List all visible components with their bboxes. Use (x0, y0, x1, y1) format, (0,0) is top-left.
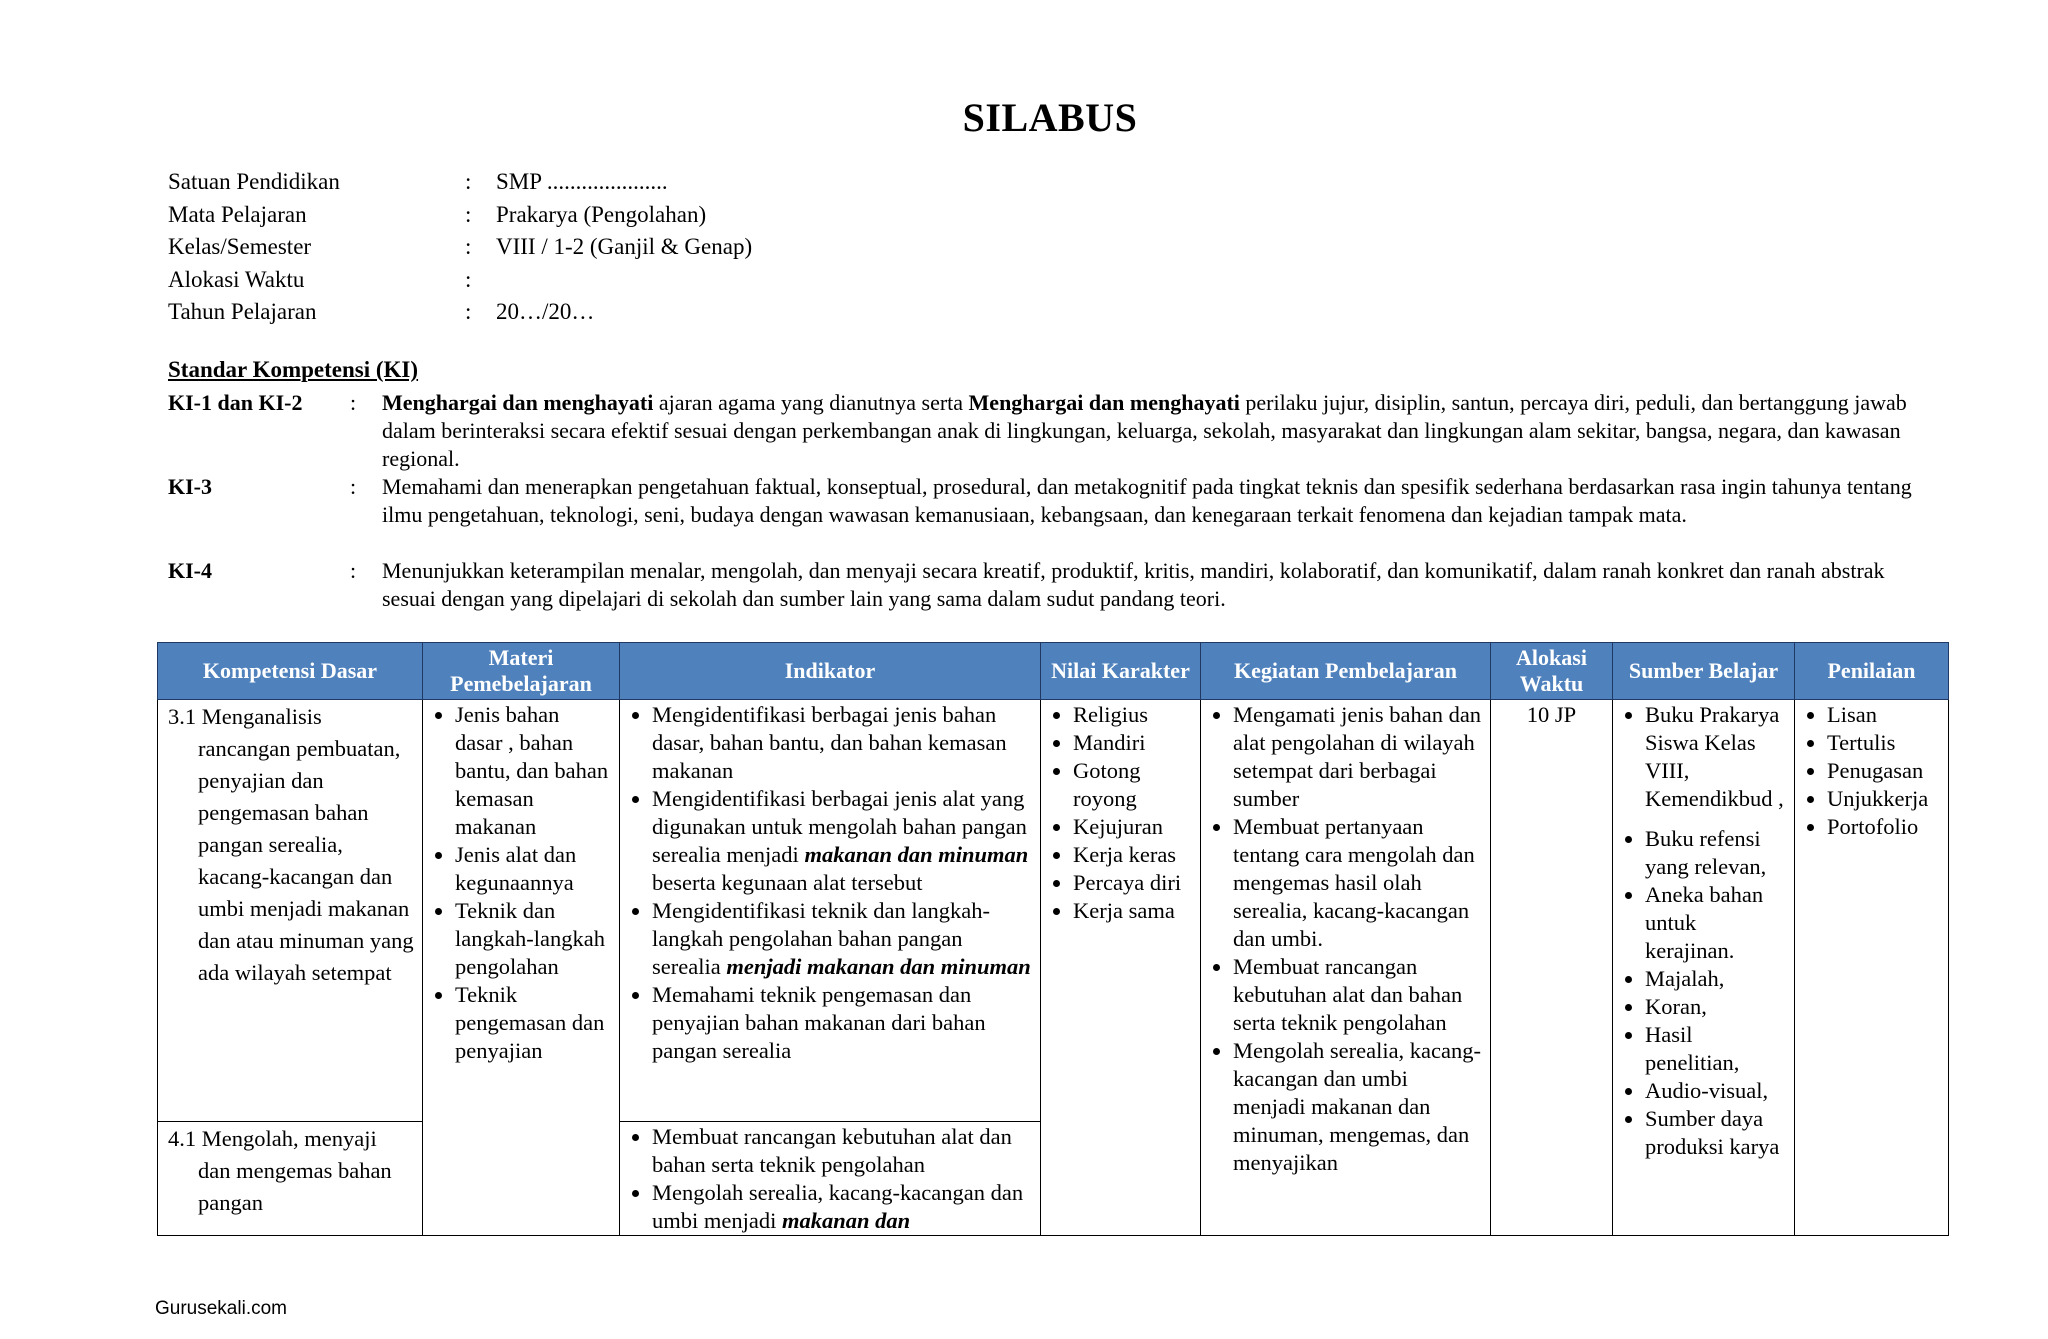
header-nilai-karakter: Nilai Karakter (1041, 643, 1201, 700)
list-item: • Gotong royong (1073, 757, 1192, 813)
meta-colon: : (465, 201, 472, 227)
nilai-cell (1041, 700, 1201, 1236)
list-item: • Portofolio (1827, 813, 1940, 841)
sumber-cell (1613, 700, 1795, 1236)
meta-label: Mata Pelajaran (168, 201, 307, 227)
list-item (652, 1123, 1032, 1179)
header-kompetensi-dasar: Kompetensi Dasar (158, 643, 423, 700)
meta-value: 20…/20… (496, 299, 595, 324)
list-item (652, 981, 1032, 1065)
penilaian-cell (1795, 700, 1949, 1236)
meta-label: Tahun Pelajaran (168, 299, 317, 324)
list-item (652, 897, 1032, 981)
list-item (652, 1179, 1032, 1235)
list-item: • Buku Prakarya Siswa Kelas VIII, Kemendikbud , (1645, 701, 1786, 813)
list-item: • Kejujuran (1073, 813, 1192, 841)
list-item: • Unjukkerja (1827, 785, 1940, 813)
materi-list (431, 701, 611, 1065)
ki-text (382, 389, 1922, 473)
list-item: • Percaya diri (1073, 869, 1192, 897)
indikator-text: Mengolah serealia, kacang-kacangan dan umbi menjadi (652, 1180, 1024, 1233)
list-item: • Aneka bahan untuk kerajinan. (1645, 881, 1786, 965)
kd-cell-3-1: 3.1 Menganalisis rancangan pembuatan, penyajian dan pengemasan bahan pangan serealia, kacang-kacangan dan umbi menjadi makanan dan atau minuman yang ada wilayah setempat (158, 700, 423, 1122)
document-title: SILABUS (962, 95, 1138, 140)
ki-label: KI-1 dan KI-2 (168, 390, 303, 415)
list-item: • Kerja sama (1073, 897, 1192, 925)
list-item: • Mengolah serealia, kacang-kacangan dan umbi menjadi makanan dan minuman, mengemas, dan menyajikan (1233, 1037, 1482, 1177)
list-item: • Mandiri (1073, 729, 1192, 757)
nilai-list (1049, 701, 1192, 925)
indikator-list (628, 701, 1032, 1065)
meta-value: SMP ..................... (496, 169, 668, 194)
kegiatan-cell (1201, 700, 1491, 1236)
list-item: • Majalah, (1645, 965, 1786, 993)
indikator-text: Mengidentifikasi berbagai jenis bahan dasar, bahan bantu, dan bahan kemasan makanan (652, 702, 1007, 783)
indikator-text: beserta kegunaan alat tersebut (652, 870, 923, 895)
list-item: • Jenis alat dan kegunaannya (455, 841, 611, 897)
footer-source: Gurusekali.com (155, 1298, 287, 1319)
header-sumber: Sumber Belajar (1613, 643, 1795, 700)
ki-text-part: perilaku jujur, disiplin, santun, percaya diri, peduli, dan bertanggung jawab dalam berinteraksi secara efektif sesuai dengan perkembangan anak di lingkungan, keluarga, sekolah, masyarakat dan lingkungan alam sekitar, bangsa, negara, dan kawasan regional. (382, 390, 1907, 471)
indikator-text: Mengidentifikasi teknik dan langkah-langkah pengolahan bahan pangan serealia (652, 898, 991, 979)
list-item: • Kerja keras (1073, 841, 1192, 869)
indikator-cell-2 (620, 1122, 1041, 1236)
meta-colon: : (465, 169, 472, 194)
ki-colon: : (350, 390, 357, 415)
list-item: • Hasil penelitian, (1645, 1021, 1786, 1077)
materi-cell (423, 700, 620, 1236)
ki-label: KI-4 (168, 558, 212, 583)
list-item: • Religius (1073, 701, 1192, 729)
sumber-list (1621, 701, 1786, 1161)
meta-value: Prakarya (Pengolahan) (496, 201, 707, 227)
ki-colon: : (350, 558, 357, 583)
meta-label: Satuan Pendidikan (168, 169, 340, 194)
header-alokasi: Alokasi Waktu (1491, 643, 1613, 700)
header-materi: Materi Pemebelajaran (423, 643, 620, 700)
list-item (652, 701, 1032, 785)
table-header-row (158, 643, 1949, 700)
list-item: • Audio-visual, (1645, 1077, 1786, 1105)
meta-label: Kelas/Semester (168, 234, 312, 259)
list-item: • Tertulis (1827, 729, 1940, 757)
list-item: • Mengamati jenis bahan dan alat pengolahan di wilayah setempat dari berbagai sumber (1233, 701, 1482, 813)
indikator-emphasis: makanan dan minuman (804, 842, 1029, 867)
header-penilaian: Penilaian (1795, 643, 1949, 700)
indikator-cell-1 (620, 700, 1041, 1122)
indikator-emphasis: makanan dan (781, 1208, 911, 1233)
kegiatan-list (1209, 701, 1482, 1177)
ki-text: Menunjukkan keterampilan menalar, mengolah, dan menyaji secara kreatif, produktif, kritis, mandiri, kolaboratif, dan komunikatif, dalam ranah konkret dan ranah abstrak sesuai dengan yang dipelajari di sekolah dan sumber lain yang sama dalam sudut pandang teori. (382, 558, 1885, 611)
indikator-text: Membuat rancangan kebutuhan alat dan bahan serta teknik pengolahan (652, 1124, 1012, 1177)
meta-value: VIII / 1-2 (Ganjil & Genap) (496, 234, 753, 259)
ki-colon: : (350, 474, 357, 499)
list-item: • Membuat rancangan kebutuhan alat dan bahan serta teknik pengolahan (1233, 953, 1482, 1037)
indikator-text: Mengidentifikasi berbagai jenis alat yang digunakan untuk mengolah bahan pangan serealia menjadi (652, 786, 1027, 867)
list-item: • Teknik pengemasan dan penyajian (455, 981, 611, 1065)
ki-bold: Menghargai dan menghayati (968, 390, 1240, 415)
list-item: • Lisan (1827, 701, 1940, 729)
meta-label: Alokasi Waktu (168, 266, 305, 292)
list-item: • Jenis bahan dasar , bahan bantu, dan bahan kemasan makanan (455, 701, 611, 841)
list-item: • Koran, (1645, 993, 1786, 1021)
penilaian-list (1803, 701, 1940, 841)
ki-bold: Menghargai dan menghayati (382, 390, 654, 415)
alokasi-cell: 10 JP (1491, 700, 1613, 1236)
header-kegiatan: Kegiatan Pembelajaran (1201, 643, 1491, 700)
list-item: • Buku refensi yang relevan, (1645, 825, 1786, 881)
list-item (652, 785, 1032, 897)
meta-colon: : (465, 266, 472, 292)
syllabus-table (157, 642, 1949, 1236)
indikator-emphasis: menjadi makanan dan minuman (726, 954, 1031, 979)
meta-colon: : (465, 234, 472, 259)
table-row (158, 700, 1949, 1122)
header-indikator: Indikator (620, 643, 1041, 700)
list-item: • Teknik dan langkah-langkah pengolahan (455, 897, 611, 981)
list-item: • Membuat pertanyaan tentang cara mengolah dan mengemas hasil olah serealia, kacang-kacangan dan umbi. (1233, 813, 1482, 953)
indikator-text: Memahami teknik pengemasan dan penyajian bahan makanan dari bahan pangan serealia (652, 982, 986, 1063)
ki-label: KI-3 (168, 474, 212, 499)
ki-text: Memahami dan menerapkan pengetahuan faktual, konseptual, prosedural, dan metakognitif pada tingkat teknis dan spesifik sederhana berdasarkan rasa ingin tahunya tentang ilmu pengetahuan, teknologi, seni, budaya dengan wawasan kemanusiaan, kebangsaan, dan kenegaraan terkait fenomena dan kejadian tampak mata. (382, 474, 1912, 527)
meta-colon: : (465, 299, 472, 324)
list-item: • Penugasan (1827, 757, 1940, 785)
list-item: • Sumber daya produksi karya (1645, 1105, 1786, 1161)
kd-cell-4-1: 4.1 Mengolah, menyaji dan mengemas bahan pangan (158, 1122, 423, 1236)
ki-text-part: ajaran agama yang dianutnya serta (653, 390, 969, 415)
indikator-list (628, 1123, 1032, 1235)
ki-heading: Standar Kompetensi (KI) (168, 357, 419, 382)
